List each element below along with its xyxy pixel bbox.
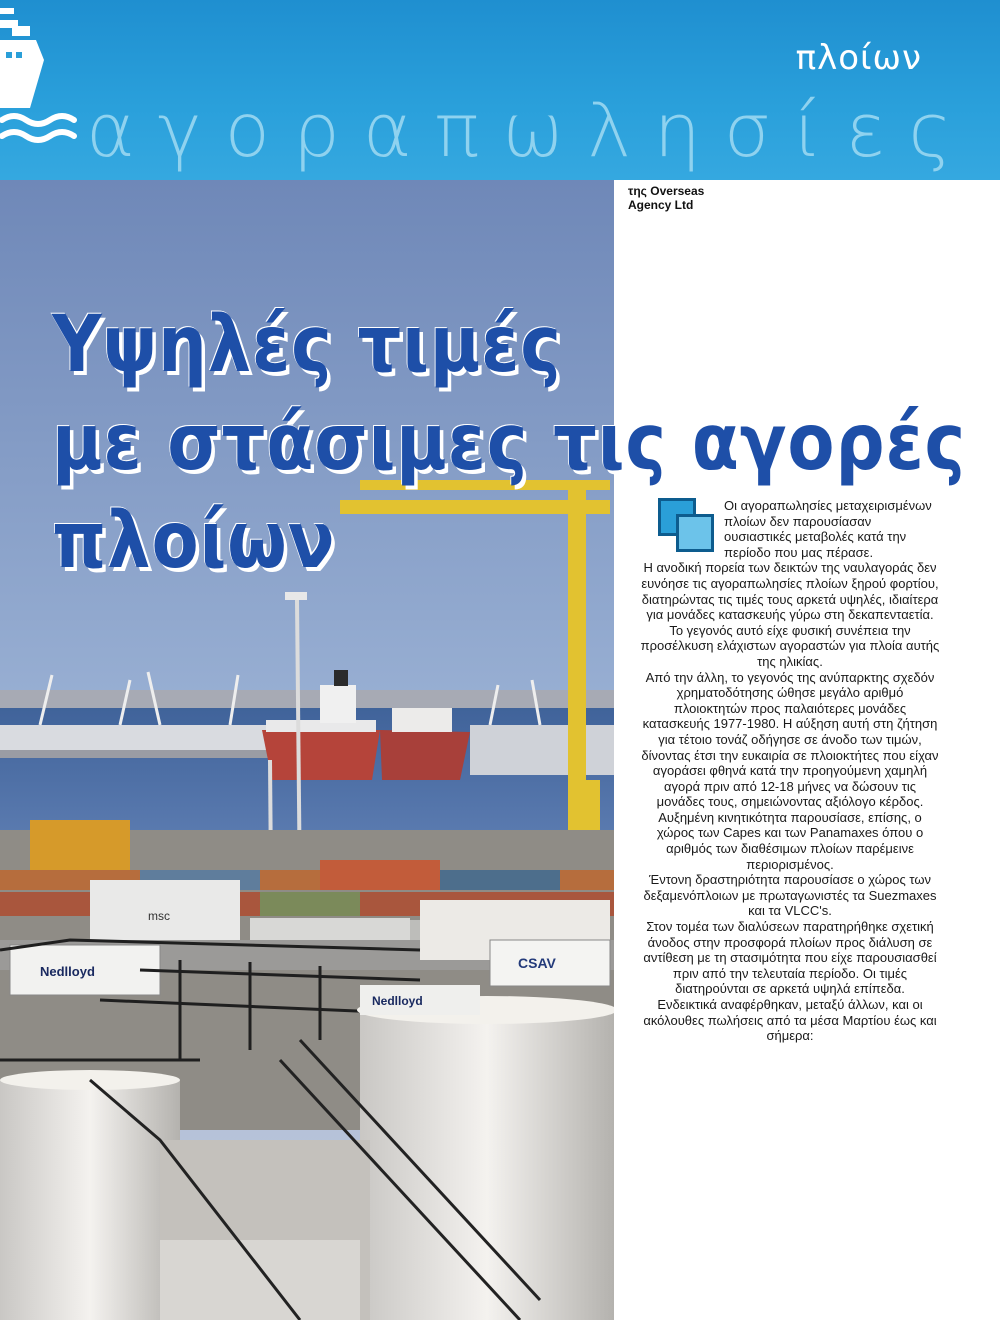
byline [628,184,704,212]
nedlloyd-label: Nedlloyd [40,964,95,979]
byline-line-1: της Overseas [628,184,705,198]
paragraph: Ενδεικτικά αναφέρθηκαν, μεταξύ άλλων, και οι ακόλουθες πωλήσεις από τα μέσα Μαρτίου έως και σήμερα: [643,997,937,1044]
headline-line-2: με στάσιμες τις αγορές [52,398,967,488]
paragraph: Αυξημένη κινητικότητα παρουσίασε, επίσης, ο χώρος των Capes και των Panamaxes όπου ο αριθμός των διαθέσιμων πλοίων παρέμεινε περιορισμένος. [656,809,924,872]
article-body [640,498,940,1044]
msc-label: msc [148,909,170,923]
paragraph: Η ανοδική πορεία των δεικτών της ναυλαγοράς δεν ευνόησε τις αγοραπωλησίες πλοίων ξηρού φορτίου, διατηρώντας τις τιμές τους αρκετά υψηλές, ιδιαίτερα για μονάδες κατασκευής γύρω στη δεκαπενταετία. Το γεγονός αυτό είχε φυσική συνέπεια την προσέλκυση ελάχιστων αγοραστών για πλοία αυτής της ηλικίας. [640,560,940,669]
nedlloyd-label-2-text: Nedlloyd [372,994,423,1008]
byline-line-2: Agency Ltd [628,198,694,212]
headline-line-3: πλοίων [52,496,336,586]
section-banner-word: αγοραπωλησίες [86,88,975,174]
trailer-nedlloyd [10,945,160,995]
paragraph: Στον τομέα των διαλύσεων παρατηρήθηκε σχετική άνοδος στην προσφορά πλοίων προς διάλυση σε αντίθεση με τη στασιμότητα που είχε παρουσιασθεί πριν από την τελευταία περίοδο. Οι τιμές διατηρούνται σε αρκετά υψηλά επίπεδα. [643,919,937,997]
ship-logo-icon [0,0,80,180]
paragraph: Οι αγοραπωλησίες μεταχειρισμένων πλοίων δεν παρουσίασαν ουσιαστικές μεταβολές κατά την περίοδο που μας πέρασε. [724,498,932,560]
paragraph: Από την άλλη, το γεγονός της ανύπαρκτης σχεδόν χρηματοδότησης ώθησε μεγάλο αριθμό πλοιοκτητών προς παλαιότερες μονάδες κατασκευής 1977-1980. Η αύξηση αυτή στη ζήτηση για τέτοιο τονάζ οδήγησε σε άνοδο των τιμών, δίνοντας έτσι την ευκαιρία σε πλοιοκτήτες που είχαν αγοράσει φθηνά κατά την προηγούμενη χαμηλή αγορά πριν από 12-18 μήνες να δώσουν τις μονάδες τους, σημειώνοντας αξιόλογο κέρδος. [641,669,939,810]
dropcap-squares-icon [658,498,720,554]
csav-label: CSAV [518,955,556,971]
section-title: πλοίων [795,38,922,78]
header-band [0,0,1000,180]
headline-line-1: Υψηλές τιμές [52,300,562,390]
paragraph: Έντονη δραστηριότητα παρουσίασε ο χώρος των δεξαμενόπλοιων με πρωταγωνιστές τα Suezmaxes και τα VLCC's. [643,872,937,919]
trailer-csav [490,940,610,986]
